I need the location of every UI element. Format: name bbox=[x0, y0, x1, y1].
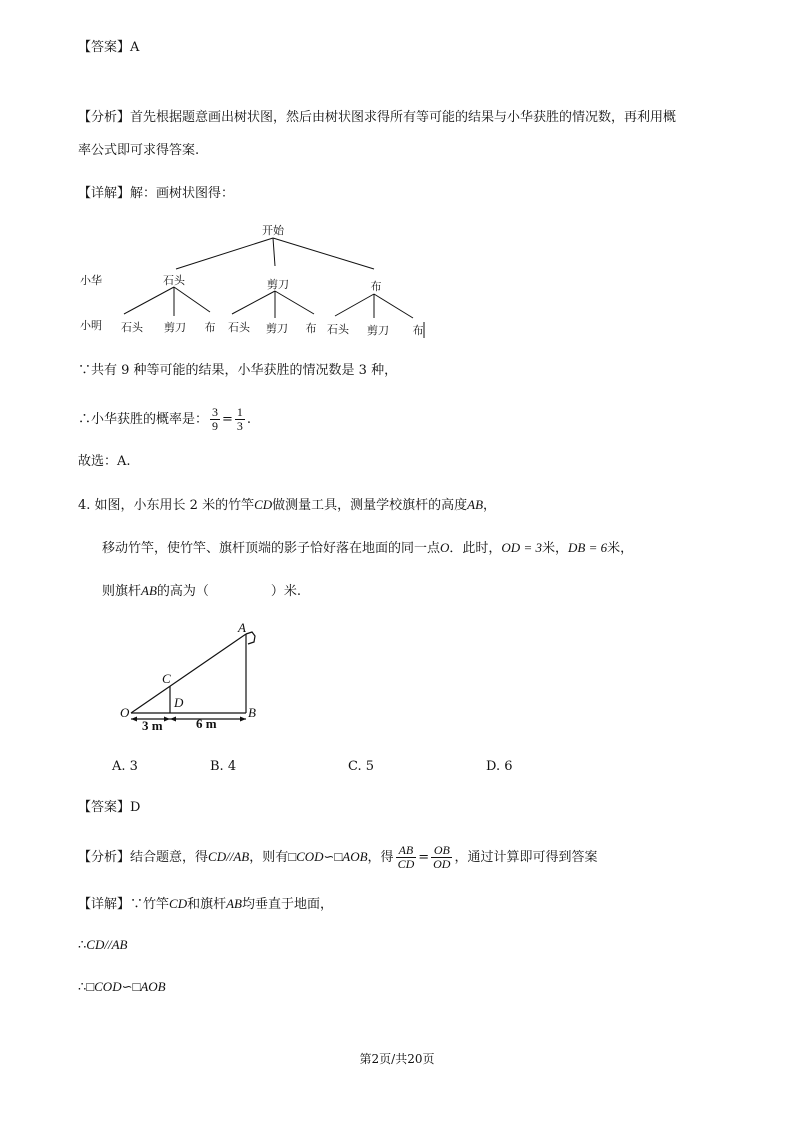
stem-text: 的高为（ bbox=[156, 584, 209, 599]
therefore-symbol: ∴ bbox=[78, 980, 87, 995]
math-o: O bbox=[440, 540, 450, 555]
stem-text: ．此时， bbox=[449, 541, 502, 556]
analysis-text: ，通过计算即可得到答案 bbox=[454, 850, 598, 865]
q3-analysis-line2: 率公式即可求得答案. bbox=[78, 143, 200, 158]
equals-sign: = bbox=[222, 412, 233, 427]
stem-text: ， bbox=[483, 498, 497, 513]
detail-text: 均垂直于地面， bbox=[242, 897, 334, 912]
math-ab: AB bbox=[141, 583, 157, 598]
analysis-tag: 【分析】 bbox=[78, 110, 131, 125]
fraction-numerator: 3 bbox=[212, 405, 219, 419]
tree-level1-node: 布 bbox=[370, 280, 382, 293]
math-parallel: CD//AB bbox=[86, 937, 128, 952]
tree-level2-node: 石头 bbox=[327, 323, 349, 336]
arrowhead bbox=[131, 717, 137, 722]
option-b: B. 4 bbox=[210, 759, 237, 774]
fraction-denominator: 9 bbox=[212, 419, 219, 433]
tree-level1-node: 剪刀 bbox=[267, 278, 289, 291]
option-d: D. 6 bbox=[486, 759, 513, 774]
row-label-xiaohua: 小华 bbox=[80, 274, 102, 287]
stem-text: 则旗杆 bbox=[102, 584, 142, 599]
fraction-denominator: CD bbox=[397, 857, 415, 871]
stem-text: 移动竹竿，使竹竿、旗杆顶端的影子恰好落在地面的同一点 bbox=[102, 541, 441, 556]
therefore-symbol: ∴ bbox=[78, 938, 87, 953]
stem-text: 米， bbox=[607, 541, 634, 556]
q4-answer-line bbox=[78, 798, 140, 818]
sentence-end: . bbox=[246, 412, 252, 427]
tree-level2-node: 石头 bbox=[228, 321, 250, 334]
answer-value: A bbox=[130, 40, 140, 55]
q4-detail-line bbox=[78, 894, 333, 915]
figure-lines bbox=[131, 632, 255, 719]
fraction-denominator: 3 bbox=[236, 419, 243, 433]
q4-analysis-line bbox=[78, 840, 598, 875]
ratio-ab-cd bbox=[396, 844, 417, 871]
row-label-xiaoming: 小明 bbox=[80, 319, 102, 332]
ratio-ob-od bbox=[431, 844, 452, 871]
fraction-numerator: OB bbox=[431, 844, 452, 858]
math-cd: CD bbox=[254, 497, 273, 512]
math-similar: □COD∽□AOB bbox=[86, 979, 166, 994]
point-label-d: D bbox=[174, 695, 184, 710]
tree-level2-node: 剪刀 bbox=[367, 324, 389, 337]
detail-text: ∵竹竿 bbox=[130, 897, 170, 912]
point-label-b: B bbox=[248, 705, 256, 720]
q3-because-line: ∵共有 9 种等可能的结果，小华获胜的情况数是 3 种， bbox=[78, 363, 398, 378]
analysis-text: 结合题意，得 bbox=[130, 850, 209, 865]
tree-level2-node: 布 bbox=[412, 324, 424, 337]
arrowhead bbox=[164, 717, 170, 722]
tree-level2-node: 剪刀 bbox=[164, 321, 186, 334]
option-a: A. 3 bbox=[112, 759, 138, 774]
math-ab: AB bbox=[226, 896, 242, 911]
q4-conclusion-2 bbox=[78, 977, 166, 998]
math-parallel: CD//AB bbox=[208, 849, 250, 864]
detail-text: 解：画树状图得： bbox=[130, 186, 235, 201]
stem-text: 4. 如图，小东用长 2 米的竹竿 bbox=[78, 498, 255, 513]
page-footer: 第2页/共20页 bbox=[359, 1052, 435, 1066]
math-similar: □COD∽□AOB bbox=[288, 849, 368, 864]
tree-level2-node: 布 bbox=[305, 322, 317, 335]
analysis-text: ，则有 bbox=[249, 850, 289, 865]
hypotenuse-oa bbox=[131, 634, 246, 713]
fraction-numerator: 1 bbox=[236, 405, 243, 419]
math-ab: AB bbox=[467, 497, 484, 512]
arrowhead bbox=[170, 717, 176, 722]
tree-level1-node: 石头 bbox=[163, 274, 185, 287]
stem-text: 米， bbox=[541, 541, 568, 556]
fraction-numerator: AB bbox=[396, 844, 417, 858]
fraction-denominator: OD bbox=[433, 857, 451, 871]
tree-root: 开始 bbox=[262, 224, 284, 237]
stem-text: 做测量工具，测量学校旗杆的高度 bbox=[272, 498, 468, 513]
math-cd: CD bbox=[169, 896, 188, 911]
analysis-text: ，得 bbox=[367, 850, 394, 865]
flag-shape bbox=[246, 632, 255, 644]
q3-choice-line: 故选：A. bbox=[78, 454, 131, 469]
analysis-tag: 【分析】 bbox=[78, 850, 131, 865]
analysis-text: 首先根据题意画出树状图，然后由树状图求得所有等可能的结果与小华获胜的情况数，再利用概 bbox=[130, 110, 677, 125]
stem-text: ）米. bbox=[270, 584, 302, 599]
dim-label-db: 6 m bbox=[196, 716, 217, 731]
option-c: C. 5 bbox=[348, 759, 375, 774]
dim-label-od: 3 m bbox=[142, 718, 163, 733]
detail-text: 和旗杆 bbox=[187, 897, 227, 912]
math-db-eq: DB = 6 bbox=[568, 540, 608, 555]
equals-sign: = bbox=[418, 850, 430, 865]
point-label-o: O bbox=[120, 705, 130, 720]
answer-value: D bbox=[130, 800, 141, 815]
answer-tag: 【答案】 bbox=[78, 800, 131, 815]
answer-tag: 【答案】 bbox=[78, 40, 131, 55]
tree-level2-node: 剪刀 bbox=[266, 322, 288, 335]
arrowhead bbox=[240, 717, 246, 722]
detail-tag: 【详解】 bbox=[78, 897, 131, 912]
point-label-c: C bbox=[162, 671, 171, 686]
tree-level2-node: 布 bbox=[204, 321, 216, 334]
q4-conclusion-1 bbox=[78, 935, 127, 956]
detail-tag: 【详解】 bbox=[78, 186, 131, 201]
tree-level2-node: 石头 bbox=[121, 321, 143, 334]
math-od-eq: OD = 3 bbox=[501, 540, 542, 555]
probability-prefix: ∴小华获胜的概率是： bbox=[78, 412, 209, 427]
point-label-a: A bbox=[238, 620, 246, 635]
